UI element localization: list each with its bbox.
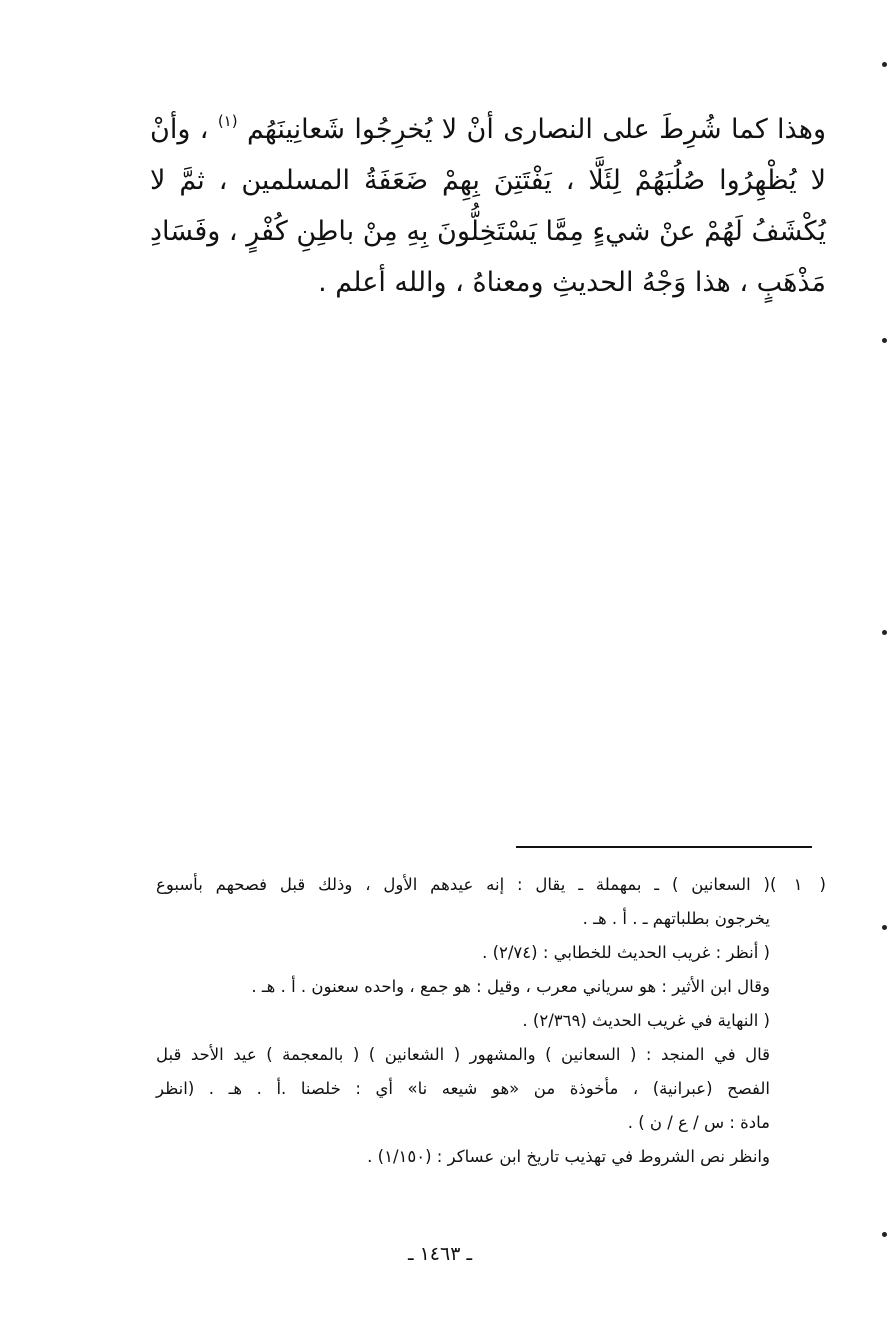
- footnote-separator: [516, 846, 812, 848]
- main-paragraph: [150, 104, 826, 308]
- footnote-line: ( النهاية في غريب الحديث (٢/٣٦٩) .: [522, 1011, 770, 1030]
- footnote-line: مادة : س / ع / ن ) .: [627, 1113, 770, 1132]
- page-number: ـ ١٤٦٣ ـ: [407, 1243, 473, 1265]
- footnote-marker: ( ١ ): [770, 875, 826, 894]
- footnote-line: يخرجون بطلباتهم ـ . أ . هـ .: [582, 909, 770, 928]
- footnote-text: ( السعانين ) ـ بمهملة ـ يقال : إنه عيدهم الأول ، وذلك قبل فصحهم بأسبوع: [156, 875, 770, 894]
- main-text-end: ، وأنْ لا يُظْهِرُوا صُلُبَهُمْ لِئَلَّا ، يَفْتَتِنَ بِهِمْ ضَعَفَةُ المسلمين ، ثمَّ لا يُكْشَفُ لَهُمْ عنْ شيءٍ مِمَّا يَسْتَخِلُّونَ بِهِ مِنْ باطِنِ كُفْرٍ ، وفَسَادِ مَذْهَبٍ ، هذا وَجْهُ الحديثِ ومعناهُ ، والله أعلم .: [150, 114, 826, 298]
- footnote-line: وانظر نص الشروط في تهذيب تاريخ ابن عساكر : (١/١٥٠) .: [367, 1147, 770, 1166]
- scan-speck: [882, 338, 887, 343]
- main-text-start: وهذا كما شُرِطَ على النصارى أنْ لا يُخرِجُوا شَعانِينَهُم: [246, 114, 826, 145]
- footnote-reference[interactable]: (١): [217, 112, 238, 130]
- scan-speck: [882, 62, 887, 67]
- footnote-line: الفصح (عبرانية) ، مأخوذة من «هو شيعه نا» أي : خلصنا .أ . هـ . (انظر: [156, 1079, 770, 1098]
- scan-speck: [882, 1232, 887, 1237]
- scan-speck: [882, 925, 887, 930]
- footnote-line: ( أنظر : غريب الحديث للخطابي : (٢/٧٤) .: [482, 943, 770, 962]
- footnote-line: وقال ابن الأثير : هو سرياني معرب ، وقيل : هو جمع ، واحده سعنون . أ . هـ .: [251, 977, 770, 996]
- footnotes-block: [156, 868, 826, 1174]
- footnote-line: [156, 868, 826, 902]
- scan-speck: [882, 630, 887, 635]
- footnote-line: قال في المنجد : ( السعانين ) والمشهور ( الشعانين ) ( بالمعجمة ) عيد الأحد قبل: [156, 1045, 770, 1064]
